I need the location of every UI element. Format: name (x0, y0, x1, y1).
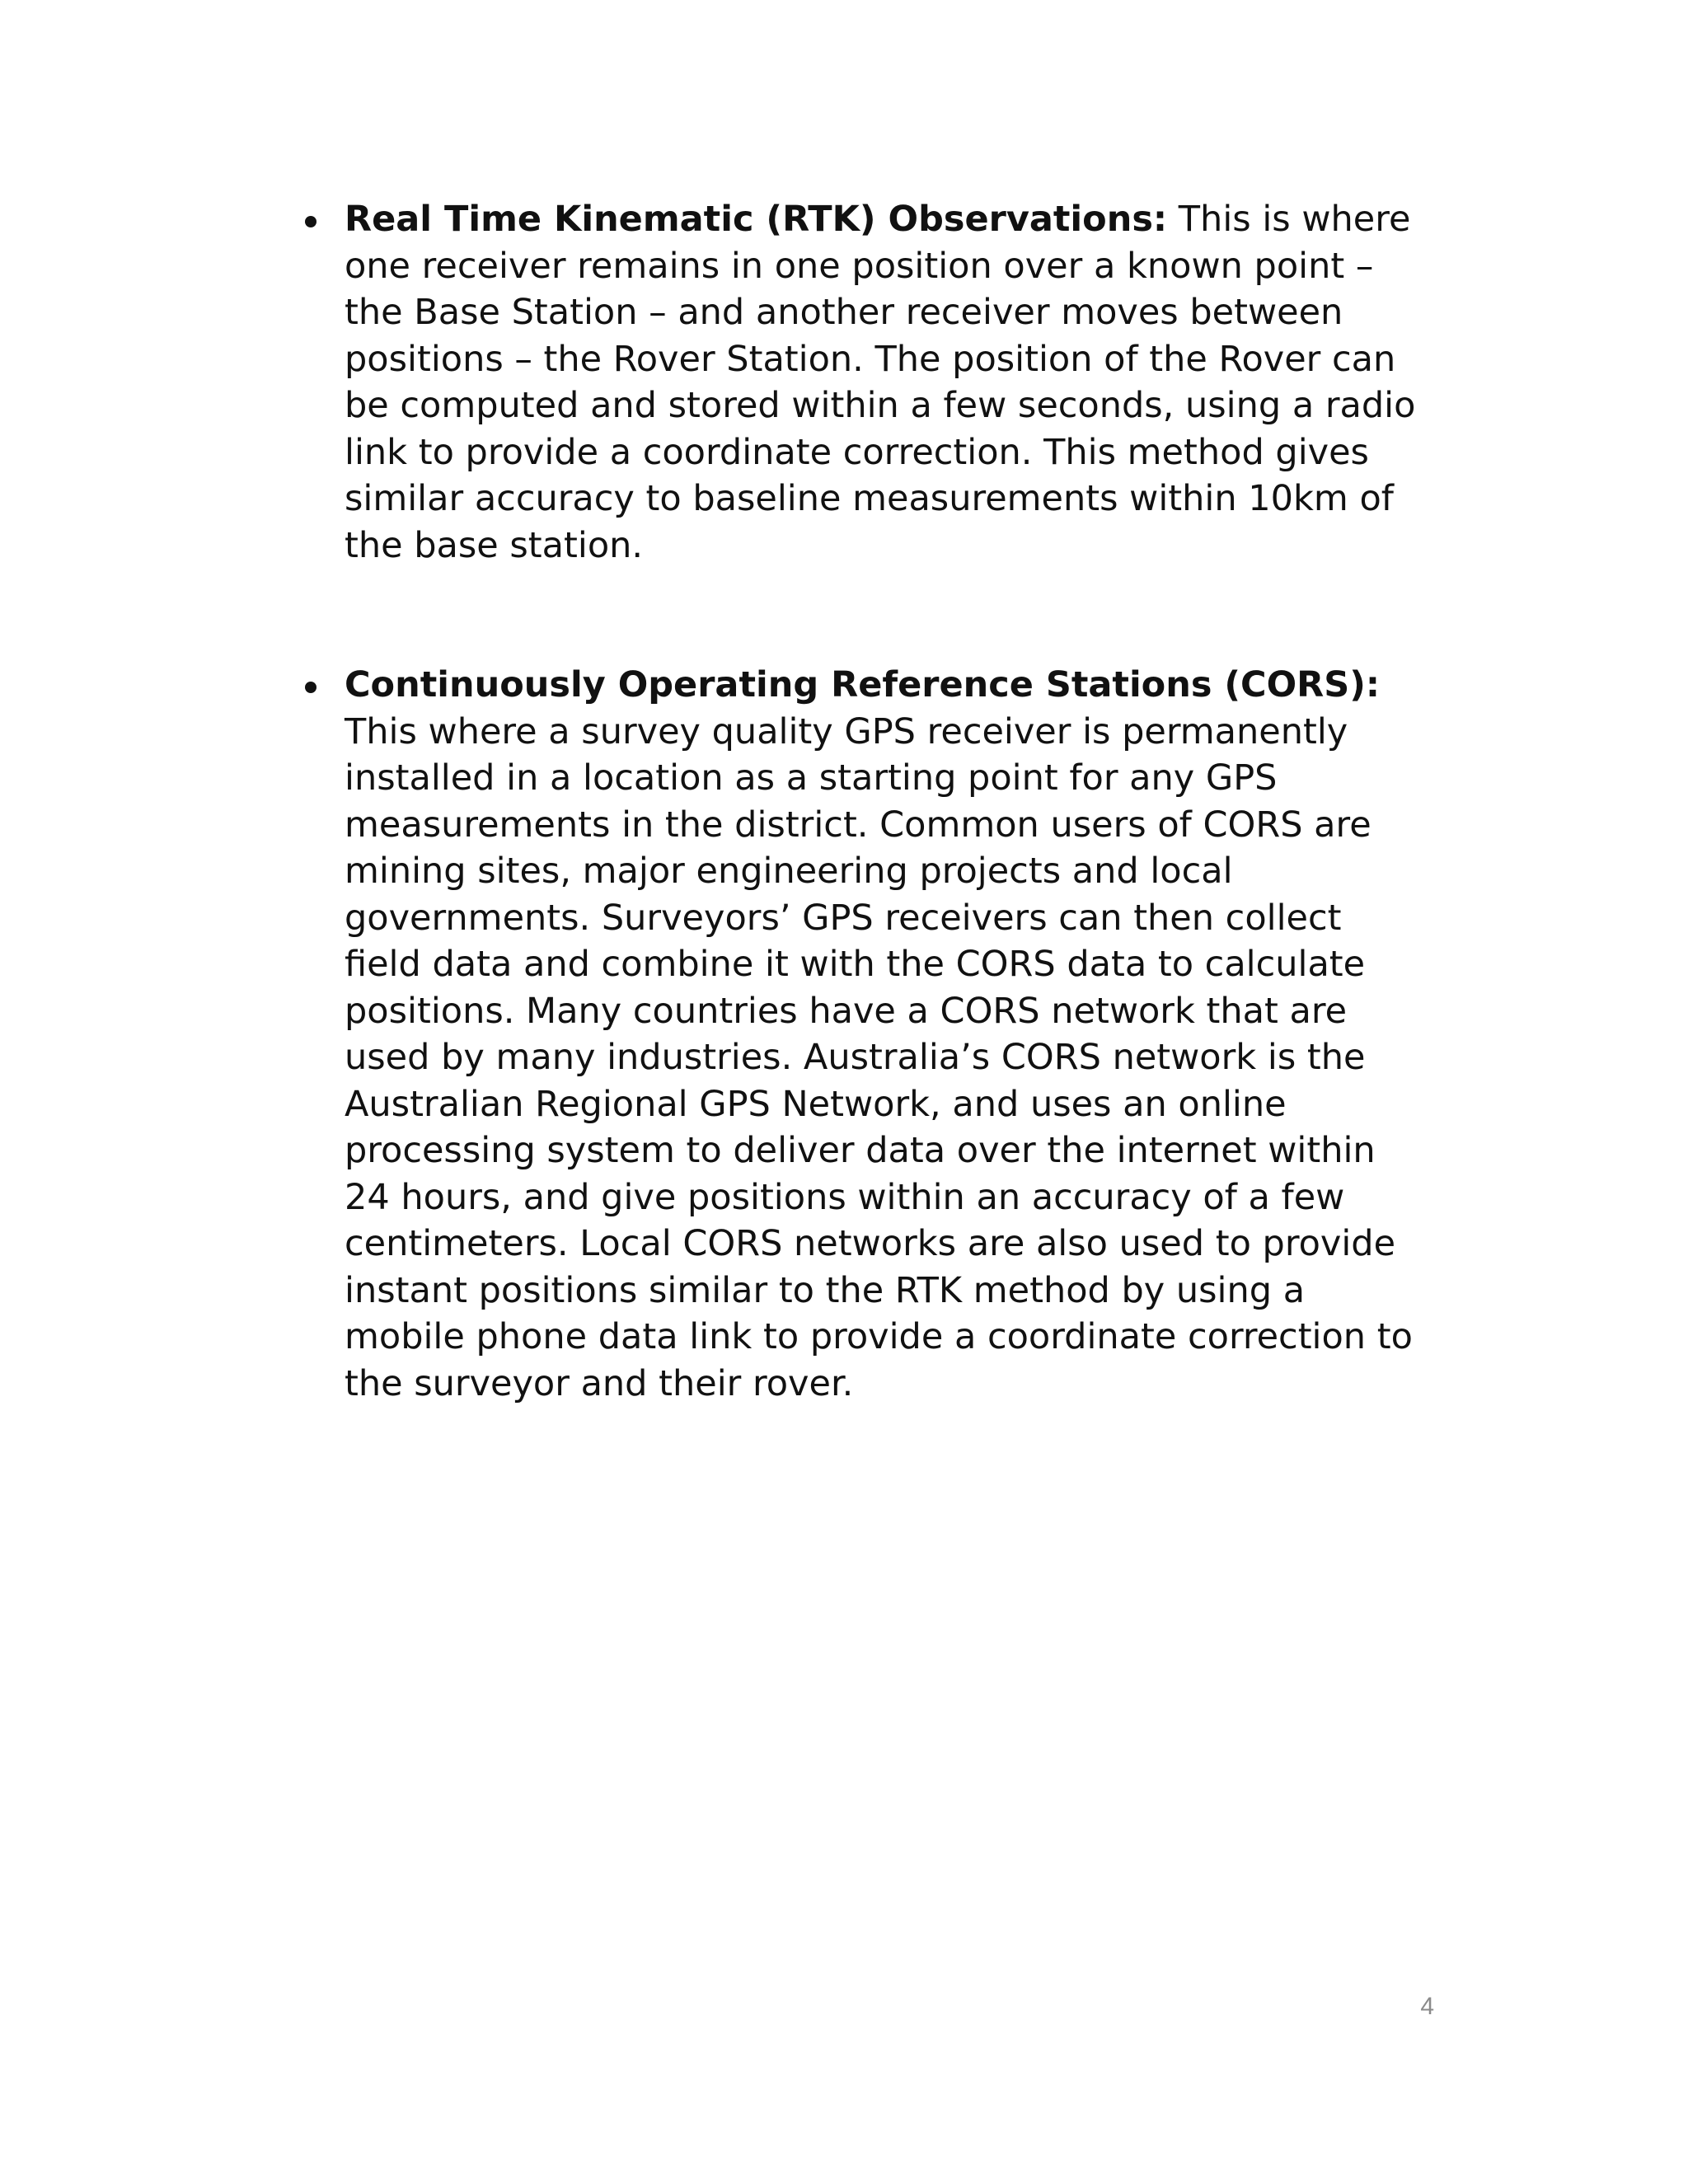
description-rtk: This is where one receiver remains in one position over a known point – the Base Station – and another receiver moves between positions – the Rover Station. The position of the Rover can be computed and stored within a few seconds, using a radio link to provide a coordinate correction. This method gives similar accuracy to baseline measurements within 10km of the base station. (345, 199, 1416, 566)
bullet-icon (305, 216, 316, 227)
bullet-icon (305, 682, 316, 693)
term-rtk: Real Time Kinematic (RTK) Observations: (345, 199, 1168, 240)
bullet-list (293, 196, 1424, 1407)
page-number: 4 (1420, 1993, 1434, 2020)
term-cors: Continuously Operating Reference Stations (CORS): (345, 664, 1381, 705)
description-cors: This where a survey quality GPS receiver is permanently installed in a location as a starting point for any GPS measurements in the district. Common users of CORS are mining sites, major engineering projects and local governments. Surveyors’ GPS receivers can then collect field data and combine it with the CORS data to calculate positions. Many countries have a CORS network that are used by many industries. Australia’s CORS network is the Australian Regional GPS Network, and uses an online processing system to deliver data over the internet within 24 hours, and give positions within an accuracy of a few centimeters. Local CORS networks are also used to provide instant positions similar to the RTK method by using a mobile phone data link to provide a coordinate correction to the surveyor and their rover. (345, 710, 1413, 1404)
bullet-item-cors (293, 662, 1424, 1407)
bullet-item-rtk (293, 196, 1424, 569)
